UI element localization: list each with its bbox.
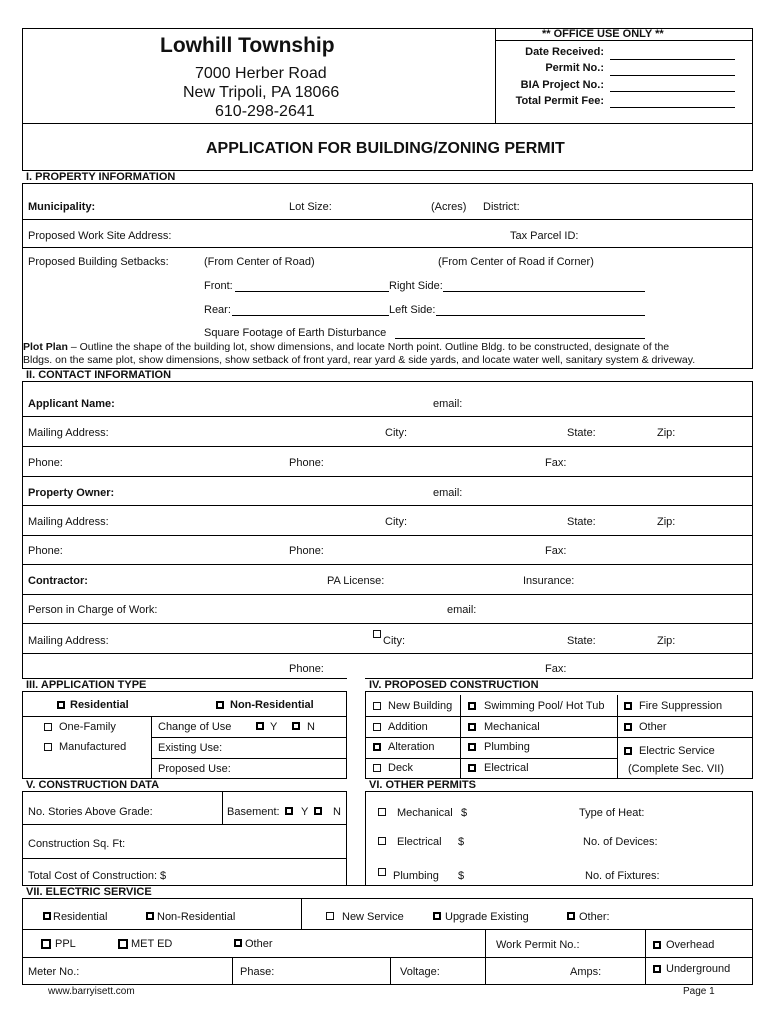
owner-fax-label: Fax: [545, 545, 567, 557]
address-line-2: New Tripoli, PA 18066 [183, 84, 340, 101]
rear-field[interactable] [232, 315, 389, 316]
township-phone: 610-298-2641 [215, 103, 315, 120]
owner-email-label: email: [433, 487, 463, 499]
elec-residential-checkbox[interactable] [43, 912, 51, 920]
underground-checkbox[interactable] [653, 965, 661, 973]
fire-suppression-label: Fire Suppression [639, 700, 723, 712]
change-use-no-label: N [307, 721, 315, 733]
tax-parcel-label: Tax Parcel ID: [510, 230, 579, 242]
owner-phone2-label: Phone: [289, 545, 324, 557]
basement-yes-checkbox[interactable] [285, 807, 293, 815]
township-name: Lowhill Township [160, 34, 335, 57]
bia-project-field[interactable] [610, 91, 735, 92]
section-5-heading: V. CONSTRUCTION DATA [22, 778, 347, 792]
no-fixtures-label: No. of Fixtures: [585, 870, 660, 882]
one-family-label: One-Family [59, 721, 116, 733]
addition-label: Addition [388, 721, 428, 733]
date-received-field[interactable] [610, 59, 735, 60]
elec-non-residential-label: Non-Residential [157, 911, 236, 923]
date-received-label: Date Received: [525, 46, 604, 58]
utility-other-label: Other [245, 938, 273, 950]
contractor-email-label: email: [447, 604, 477, 616]
sqft-disturbance-label: Square Footage of Earth Disturbance [204, 327, 387, 339]
upgrade-existing-checkbox[interactable] [433, 912, 441, 920]
contractor-city-checkbox[interactable] [373, 630, 381, 638]
plumb-permit-label: Plumbing [393, 870, 439, 882]
applicant-zip-label: Zip: [657, 427, 676, 439]
overhead-label: Overhead [666, 939, 715, 951]
new-service-checkbox[interactable] [326, 912, 334, 920]
electrical-checkbox[interactable] [468, 764, 476, 772]
elec-other-label: Other: [579, 911, 610, 923]
electric-service-label: Electric Service [639, 745, 715, 757]
contractor-state-label: State: [567, 635, 596, 647]
applicant-phone-label: Phone: [28, 457, 63, 469]
front-field[interactable] [235, 291, 389, 292]
section-7-heading: VII. ELECTRIC SERVICE [22, 885, 753, 899]
phase-label: Phase: [240, 966, 275, 978]
complete-sec-vii-note: (Complete Sec. VII) [628, 763, 724, 775]
elec-permit-label: Electrical [397, 836, 442, 848]
electrical-label: Electrical [484, 762, 529, 774]
applicant-mailing-label: Mailing Address: [28, 427, 109, 439]
proposed-use-label: Proposed Use: [158, 763, 231, 775]
plumb-permit-checkbox[interactable] [378, 868, 386, 876]
deck-checkbox[interactable] [373, 764, 381, 772]
pool-checkbox[interactable] [468, 702, 476, 710]
change-use-no-checkbox[interactable] [292, 722, 300, 730]
one-family-checkbox[interactable] [44, 723, 52, 731]
manufactured-label: Manufactured [59, 741, 127, 753]
footer-page: Page 1 [683, 986, 715, 997]
existing-use-label: Existing Use: [158, 742, 223, 754]
non-residential-checkbox[interactable] [216, 701, 224, 709]
basement-yes-label: Y [301, 806, 309, 818]
mech-permit-checkbox[interactable] [378, 808, 386, 816]
mechanical-checkbox[interactable] [468, 723, 476, 731]
basement-no-checkbox[interactable] [314, 807, 322, 815]
electric-service-checkbox[interactable] [624, 747, 632, 755]
from-center-label: (From Center of Road) [204, 256, 315, 268]
stories-label: No. Stories Above Grade: [28, 806, 153, 818]
applicant-state-label: State: [567, 427, 596, 439]
overhead-checkbox[interactable] [653, 941, 661, 949]
plot-plan-line-2: Bldgs. on the same plot, show dimensions, show setback of front yard, rear yard & side yards, and locate water well, sanitary system & driveway. [23, 354, 696, 366]
contractor-mailing-label: Mailing Address: [28, 635, 109, 647]
acres-label: (Acres) [431, 201, 467, 213]
address-line-1: 7000 Herber Road [195, 65, 327, 82]
section-2-heading: II. CONTACT INFORMATION [22, 368, 753, 382]
contractor-fax-label: Fax: [545, 663, 567, 675]
owner-zip-label: Zip: [657, 516, 676, 528]
non-residential-label: Non-Residential [230, 699, 314, 711]
owner-city-label: City: [385, 516, 407, 528]
upgrade-existing-label: Upgrade Existing [445, 911, 529, 923]
new-service-label: New Service [342, 911, 404, 923]
total-cost-label: Total Cost of Construction: $ [28, 870, 167, 882]
work-site-label: Proposed Work Site Address: [28, 230, 172, 242]
pool-label: Swimming Pool/ Hot Tub [484, 700, 605, 712]
elec-dollar: $ [458, 836, 465, 848]
alteration-checkbox[interactable] [373, 743, 381, 751]
rear-label: Rear: [204, 304, 231, 316]
setbacks-label: Proposed Building Setbacks: [28, 256, 169, 268]
mechanical-label: Mechanical [484, 721, 540, 733]
new-building-label: New Building [388, 700, 453, 712]
work-permit-label: Work Permit No.: [496, 939, 580, 951]
contractor-label: Contractor: [28, 575, 88, 587]
applicant-city-label: City: [385, 427, 407, 439]
district-label: District: [483, 201, 520, 213]
basement-no-label: N [333, 806, 341, 818]
owner-mailing-label: Mailing Address: [28, 516, 109, 528]
owner-state-label: State: [567, 516, 596, 528]
residential-label: Residential [70, 699, 129, 711]
plumbing-checkbox[interactable] [468, 743, 476, 751]
ppl-checkbox[interactable] [41, 939, 51, 949]
section-6-heading: VI. OTHER PERMITS [365, 778, 753, 792]
section-1-heading: I. PROPERTY INFORMATION [22, 170, 753, 184]
plot-plan-line-1: Plot Plan – Outline the shape of the building lot, show dimensions, and locate North point. Outline Bldg. to be constructed, designate of the [23, 341, 670, 353]
permit-no-label: Permit No.: [545, 62, 604, 74]
applicant-fax-label: Fax: [545, 457, 567, 469]
ppl-label: PPL [55, 938, 76, 950]
contractor-zip-label: Zip: [657, 635, 676, 647]
applicant-phone2-label: Phone: [289, 457, 324, 469]
permit-no-field[interactable] [610, 75, 735, 76]
insurance-label: Insurance: [523, 575, 575, 587]
property-owner-label: Property Owner: [28, 487, 115, 499]
sqft-disturbance-field[interactable] [395, 338, 645, 339]
fire-suppression-checkbox[interactable] [624, 702, 632, 710]
change-use-yes-checkbox[interactable] [256, 722, 264, 730]
other-construction-checkbox[interactable] [624, 723, 632, 731]
elec-permit-checkbox[interactable] [378, 837, 386, 845]
municipality-label: Municipality: [28, 201, 96, 213]
met-ed-label: MET ED [131, 938, 173, 950]
section-3-heading: III. APPLICATION TYPE [22, 678, 347, 692]
elec-other-checkbox[interactable] [567, 912, 575, 920]
construction-sqft-label: Construction Sq. Ft: [28, 838, 126, 850]
meter-no-label: Meter No.: [28, 966, 80, 978]
utility-other-checkbox[interactable] [234, 939, 242, 947]
footer-website: www.barryisett.com [48, 986, 135, 997]
deck-label: Deck [388, 762, 414, 774]
other-construction-label: Other [639, 721, 667, 733]
type-of-heat-label: Type of Heat: [579, 807, 645, 819]
applicant-email-label: email: [433, 398, 463, 410]
plumbing-label: Plumbing [484, 741, 530, 753]
right-side-field[interactable] [443, 291, 645, 292]
change-use-yes-label: Y [270, 721, 278, 733]
alteration-label: Alteration [388, 741, 435, 753]
new-building-checkbox[interactable] [373, 702, 381, 710]
basement-label: Basement: [227, 806, 280, 818]
left-side-label: Left Side: [389, 304, 436, 316]
plumb-dollar: $ [458, 870, 465, 882]
residential-checkbox[interactable] [57, 701, 65, 709]
no-devices-label: No. of Devices: [583, 836, 658, 848]
manufactured-checkbox[interactable] [44, 743, 52, 751]
bia-project-label: BIA Project No.: [520, 79, 604, 91]
addition-checkbox[interactable] [373, 723, 381, 731]
person-in-charge-label: Person in Charge of Work: [28, 604, 158, 616]
change-of-use-label: Change of Use [158, 721, 232, 733]
elec-non-residential-checkbox[interactable] [146, 912, 154, 920]
form-title: APPLICATION FOR BUILDING/ZONING PERMIT [206, 140, 565, 157]
mech-dollar: $ [461, 807, 468, 819]
section-4-heading: IV. PROPOSED CONSTRUCTION [365, 678, 753, 692]
front-label: Front: [204, 280, 233, 292]
lot-size-label: Lot Size: [289, 201, 332, 213]
left-side-field[interactable] [436, 315, 645, 316]
total-fee-field[interactable] [610, 107, 735, 108]
amps-label: Amps: [570, 966, 602, 978]
contractor-city-label: City: [383, 635, 405, 647]
underground-label: Underground [666, 963, 731, 975]
office-use-title: ** OFFICE USE ONLY ** [542, 28, 664, 40]
from-corner-label: (From Center of Road if Corner) [438, 256, 594, 268]
right-side-label: Right Side: [389, 280, 443, 292]
voltage-label: Voltage: [400, 966, 440, 978]
met-ed-checkbox[interactable] [118, 939, 128, 949]
mech-permit-label: Mechanical [397, 807, 453, 819]
owner-phone-label: Phone: [28, 545, 63, 557]
total-fee-label: Total Permit Fee: [515, 95, 604, 107]
elec-residential-label: Residential [53, 911, 108, 923]
applicant-name-label: Applicant Name: [28, 398, 115, 410]
pa-license-label: PA License: [327, 575, 385, 587]
contractor-phone-label: Phone: [289, 663, 324, 675]
